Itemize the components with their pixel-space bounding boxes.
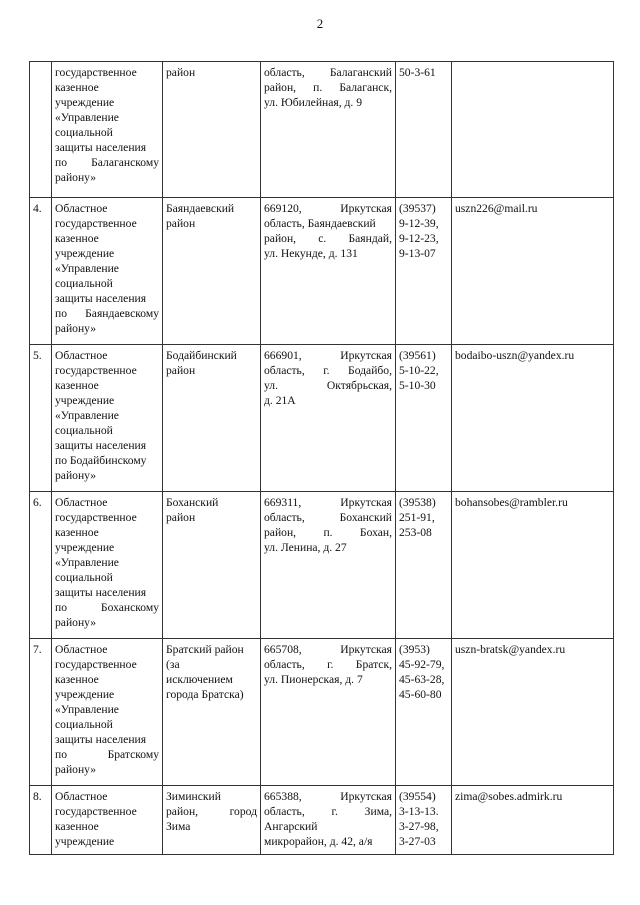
- address-cell-line: район, п. Бохан,: [264, 526, 392, 539]
- institution-name-cell-line: учреждение: [55, 247, 115, 260]
- institution-name-cell-line: учреждение: [55, 541, 115, 554]
- institution-name-cell-line: социальной: [55, 277, 113, 290]
- row-number-cell-text: 4.: [33, 202, 42, 215]
- institution-name-cell-line: району»: [55, 616, 97, 629]
- table-row: [30, 345, 614, 492]
- institution-name-cell: [52, 62, 163, 198]
- email-cell: [452, 786, 614, 855]
- address-cell: [261, 639, 396, 786]
- phone-cell-line: (39554): [399, 790, 436, 803]
- email-cell-text[interactable]: uszn226@mail.ru: [455, 202, 538, 215]
- table-row: [30, 639, 614, 786]
- phone-cell-line: 45-60-80: [399, 688, 442, 701]
- institution-name-cell-line: защиты населения: [55, 439, 147, 452]
- address-cell-line: район, с. Баяндай,: [264, 232, 392, 245]
- institution-name-cell-line: казенное: [55, 232, 99, 245]
- institution-name-cell-line: государственное: [55, 217, 137, 230]
- row-number-cell: [30, 786, 52, 855]
- institution-name-cell-line: казенное: [55, 379, 99, 392]
- email-cell-text[interactable]: bodaibo-uszn@yandex.ru: [455, 349, 575, 362]
- address-cell-line: ул. Ленина, д. 27: [264, 541, 347, 554]
- table-row: [30, 62, 614, 198]
- institution-name-cell-line: защиты населения: [55, 733, 147, 746]
- address-cell-line: Ангарский: [264, 820, 318, 833]
- district-cell-line: Братский район: [166, 643, 244, 656]
- address-cell: [261, 198, 396, 345]
- district-cell-line: Бодайбинский: [166, 349, 237, 362]
- institution-name-cell-line: государственное: [55, 511, 137, 524]
- district-cell-line: Зиминский: [166, 790, 221, 803]
- row-number-cell-text: 6.: [33, 496, 42, 509]
- institution-name-cell-line: социальной: [55, 571, 113, 584]
- email-cell: [452, 492, 614, 639]
- institution-name-cell-line: по Боханскому: [55, 601, 159, 614]
- address-cell-line: 669120, Иркутская: [264, 202, 392, 215]
- district-cell-line: города Братска): [166, 688, 244, 701]
- address-cell: [261, 62, 396, 198]
- institution-name-cell-line: защиты населения: [55, 292, 147, 305]
- email-cell-text[interactable]: zima@sobes.admirk.ru: [455, 790, 563, 803]
- institution-name-cell-line: по Бодайбинскому: [55, 454, 147, 467]
- address-cell-line: область, г. Зима,: [264, 805, 392, 818]
- table-row: [30, 198, 614, 345]
- phone-cell-line: 9-12-23,: [399, 232, 439, 245]
- institution-name-cell-line: государственное: [55, 364, 137, 377]
- email-cell: [452, 62, 614, 198]
- district-cell-line: Зима: [166, 820, 191, 833]
- address-cell: [261, 492, 396, 639]
- institution-name-cell-line: учреждение: [55, 688, 115, 701]
- institution-name-cell: [52, 786, 163, 855]
- institution-name-cell-line: «Управление: [55, 111, 119, 124]
- district-cell-line: район: [166, 66, 196, 79]
- email-cell: [452, 198, 614, 345]
- district-cell: [163, 345, 261, 492]
- row-number-cell: [30, 345, 52, 492]
- district-cell-line: район: [166, 511, 196, 524]
- address-cell-line: 665388, Иркутская: [264, 790, 392, 803]
- phone-cell-line: (3953): [399, 643, 430, 656]
- email-cell-text[interactable]: bohansobes@rambler.ru: [455, 496, 568, 509]
- phone-cell-line: 5-10-30: [399, 379, 436, 392]
- phone-cell-line: 9-12-39,: [399, 217, 439, 230]
- row-number-cell: [30, 62, 52, 198]
- address-cell-line: 669311, Иркутская: [264, 496, 392, 509]
- institution-name-cell-line: району»: [55, 469, 97, 482]
- phone-cell-line: (39537): [399, 202, 436, 215]
- phone-cell: [396, 345, 452, 492]
- district-cell-line: Боханский: [166, 496, 219, 509]
- institution-name-cell-line: «Управление: [55, 262, 119, 275]
- row-number-cell: [30, 639, 52, 786]
- institution-name-cell-line: Областное: [55, 349, 108, 362]
- page-number: 2: [316, 16, 324, 31]
- institution-name-cell-line: социальной: [55, 718, 113, 731]
- institution-name-cell-line: Областное: [55, 643, 108, 656]
- institution-name-cell-line: по Баяндаевскому: [55, 307, 159, 320]
- row-number-cell-text: 7.: [33, 643, 42, 656]
- row-number-cell: [30, 198, 52, 345]
- institution-name-cell-line: Областное: [55, 496, 108, 509]
- email-cell-text[interactable]: uszn-bratsk@yandex.ru: [455, 643, 566, 656]
- phone-cell-line: 45-92-79,: [399, 658, 445, 671]
- address-cell-line: д. 21А: [264, 394, 296, 407]
- phone-cell-line: (39538): [399, 496, 436, 509]
- row-number-cell-text: 5.: [33, 349, 42, 362]
- institution-name-cell: [52, 345, 163, 492]
- phone-cell: [396, 639, 452, 786]
- institution-name-cell-line: «Управление: [55, 556, 119, 569]
- phone-cell: [396, 786, 452, 855]
- district-cell: [163, 786, 261, 855]
- institution-name-cell-line: казенное: [55, 81, 99, 94]
- phone-cell-line: 5-10-22,: [399, 364, 439, 377]
- institution-name-cell-line: защиты населения: [55, 141, 147, 154]
- address-cell: [261, 786, 396, 855]
- phone-cell-line: 251-91,: [399, 511, 435, 524]
- phone-cell-line: 50-3-61: [399, 66, 436, 79]
- institution-name-cell-line: Областное: [55, 790, 108, 803]
- table-row: [30, 786, 614, 855]
- institution-name-cell-line: государственное: [55, 658, 137, 671]
- address-cell: [261, 345, 396, 492]
- institution-name-cell-line: учреждение: [55, 394, 115, 407]
- phone-cell: [396, 492, 452, 639]
- phone-cell-line: (39561): [399, 349, 436, 362]
- address-cell-line: область, Баяндаевский: [264, 217, 376, 230]
- district-cell-line: район: [166, 364, 196, 377]
- row-number-cell-text: 8.: [33, 790, 42, 803]
- phone-cell-line: 3-27-98,: [399, 820, 439, 833]
- district-cell: [163, 639, 261, 786]
- institution-name-cell: [52, 492, 163, 639]
- phone-cell-line: 253-08: [399, 526, 432, 539]
- address-cell-line: 665708, Иркутская: [264, 643, 392, 656]
- address-cell-line: область, г. Братск,: [264, 658, 392, 671]
- district-cell-line: район, город: [166, 805, 257, 818]
- institution-name-cell: [52, 639, 163, 786]
- district-cell-line: Баяндаевский: [166, 202, 235, 215]
- institution-name-cell-line: защиты населения: [55, 586, 147, 599]
- institution-name-cell-line: социальной: [55, 126, 113, 139]
- district-cell-line: исключением: [166, 673, 233, 686]
- address-cell-line: область, Балаганский: [264, 66, 392, 79]
- institution-name-cell-line: казенное: [55, 526, 99, 539]
- address-cell-line: район, п. Балаганск,: [264, 81, 392, 94]
- phone-cell-line: 9-13-07: [399, 247, 436, 260]
- institution-name-cell-line: по Балаганскому: [55, 156, 159, 169]
- institutions-table: [29, 61, 614, 855]
- institution-name-cell-line: государственное: [55, 805, 137, 818]
- institution-name-cell-line: району»: [55, 763, 97, 776]
- phone-cell: [396, 198, 452, 345]
- phone-cell: [396, 62, 452, 198]
- address-cell-line: 666901, Иркутская: [264, 349, 392, 362]
- institution-name-cell-line: по Братскому: [55, 748, 159, 761]
- address-cell-line: ул. Октябрьская,: [264, 379, 392, 392]
- institution-name-cell-line: казенное: [55, 673, 99, 686]
- institution-name-cell-line: «Управление: [55, 409, 119, 422]
- address-cell-line: область, г. Бодайбо,: [264, 364, 392, 377]
- institution-name-cell: [52, 198, 163, 345]
- institution-name-cell-line: учреждение: [55, 835, 115, 848]
- table-row: [30, 492, 614, 639]
- row-number-cell: [30, 492, 52, 639]
- district-cell: [163, 492, 261, 639]
- phone-cell-line: 3-27-03: [399, 835, 436, 848]
- institution-name-cell-line: району»: [55, 171, 97, 184]
- institution-name-cell-line: учреждение: [55, 96, 115, 109]
- district-cell: [163, 62, 261, 198]
- institution-name-cell-line: государственное: [55, 66, 137, 79]
- institution-name-cell-line: району»: [55, 322, 97, 335]
- district-cell-line: район: [166, 217, 196, 230]
- district-cell: [163, 198, 261, 345]
- address-cell-line: область, Боханский: [264, 511, 392, 524]
- phone-cell-line: 3-13-13.: [399, 805, 439, 818]
- phone-cell-line: 45-63-28,: [399, 673, 445, 686]
- address-cell-line: ул. Некунде, д. 131: [264, 247, 358, 260]
- institution-name-cell-line: «Управление: [55, 703, 119, 716]
- address-cell-line: микрорайон, д. 42, а/я: [264, 835, 373, 848]
- district-cell-line: (за: [166, 658, 180, 671]
- institution-name-cell-line: казенное: [55, 820, 99, 833]
- institution-name-cell-line: Областное: [55, 202, 108, 215]
- email-cell: [452, 639, 614, 786]
- address-cell-line: ул. Пионерская, д. 7: [264, 673, 363, 686]
- email-cell: [452, 345, 614, 492]
- institution-name-cell-line: социальной: [55, 424, 113, 437]
- address-cell-line: ул. Юбилейная, д. 9: [264, 96, 362, 109]
